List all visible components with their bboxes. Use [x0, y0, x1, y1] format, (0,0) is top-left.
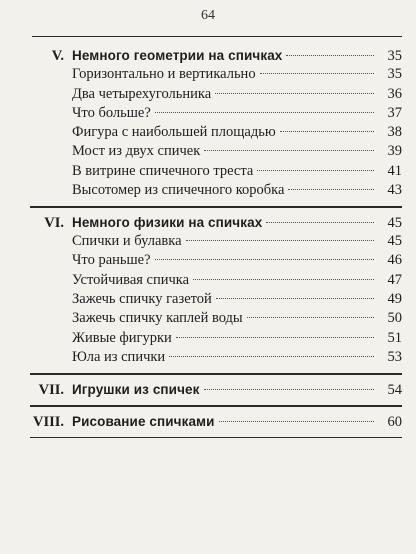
section-title: Немного геометрии на спичках [72, 48, 283, 63]
dot-leader [286, 55, 374, 56]
page-ref: 36 [387, 85, 402, 102]
section-divider [30, 373, 402, 375]
toc-entry [30, 271, 402, 290]
entry-title: В витрине спичечного треста [72, 162, 254, 179]
dot-leader [266, 222, 374, 223]
toc-entry [30, 162, 402, 181]
page-ref: 49 [387, 291, 402, 308]
toc-entry [30, 142, 402, 161]
section-heading [30, 412, 402, 431]
section-title: Игрушки из спичек [72, 381, 200, 397]
section-heading [30, 380, 402, 399]
entry-title: Живые фигурки [72, 329, 172, 346]
dot-leader [280, 131, 374, 132]
toc-entry [30, 232, 402, 251]
page-ref: 39 [387, 143, 402, 160]
page-ref: 41 [387, 162, 402, 179]
section-number: VIII. [32, 413, 64, 430]
dot-leader [257, 170, 374, 171]
toc-entry [30, 290, 402, 309]
dot-leader [193, 279, 374, 280]
entry-title: Спички и булавка [72, 233, 182, 250]
entry-title: Устойчивая спичка [72, 271, 190, 288]
dot-leader [219, 421, 374, 422]
page-ref: 50 [387, 310, 402, 327]
entry-title: Высотомер из спичечного коробка [72, 182, 285, 199]
page-ref: 43 [387, 182, 402, 199]
section-number: VII. [38, 381, 64, 398]
table-of-contents [30, 46, 402, 443]
toc-section-7 [30, 380, 402, 399]
entry-title: Что больше? [72, 104, 151, 121]
page-number: 64 [201, 8, 215, 23]
toc-section-6 [30, 213, 402, 367]
dot-leader [215, 93, 374, 94]
section-title: Рисование спичками [72, 413, 215, 429]
toc-entry [30, 309, 402, 328]
dot-leader [216, 298, 374, 299]
page-ref: 53 [387, 348, 402, 365]
dot-leader [247, 317, 374, 318]
page-ref: 51 [387, 329, 402, 346]
entry-title: Что раньше? [72, 252, 151, 269]
section-divider [30, 206, 402, 208]
toc-section-5 [30, 46, 402, 200]
entry-title: Юла из спички [72, 348, 166, 365]
toc-section-8 [30, 412, 402, 431]
page-ref: 45 [387, 214, 402, 231]
toc-entry [30, 104, 402, 123]
dot-leader [204, 389, 375, 390]
dot-leader [155, 259, 374, 260]
entry-title: Мост из двух спичек [72, 143, 201, 160]
page-ref: 38 [387, 124, 402, 141]
page-ref: 54 [387, 381, 402, 398]
toc-entry [30, 65, 402, 84]
page-ref: 60 [387, 413, 402, 430]
entry-title: Зажечь спичку газетой [72, 291, 212, 308]
dot-leader [288, 189, 374, 190]
toc-entry [30, 181, 402, 200]
page-ref: 35 [387, 48, 402, 64]
toc-entry [30, 251, 402, 270]
toc-entry [30, 348, 402, 367]
top-rule [32, 36, 402, 37]
toc-entry [30, 85, 402, 104]
dot-leader [186, 240, 374, 241]
entry-title: Фигура с наибольшей площадью [72, 124, 276, 141]
section-title: Немного физики на спичках [72, 214, 263, 230]
page-ref: 37 [387, 104, 402, 121]
dot-leader [169, 356, 374, 357]
page-ref: 47 [387, 271, 402, 288]
section-number: V. [51, 48, 64, 64]
dot-leader [204, 150, 374, 151]
toc-entry [30, 329, 402, 348]
dot-leader [260, 73, 374, 74]
page-ref: 35 [387, 66, 402, 83]
dot-leader [155, 112, 374, 113]
entry-title: Два четырехугольника [72, 85, 212, 102]
entry-title: Зажечь спичку каплей воды [72, 310, 243, 327]
page-ref: 45 [387, 233, 402, 250]
section-number: VI. [44, 214, 64, 231]
section-heading [30, 213, 402, 232]
section-heading [30, 46, 402, 65]
dot-leader [176, 337, 374, 338]
section-divider [30, 437, 402, 439]
toc-entry [30, 123, 402, 142]
page-ref: 46 [387, 252, 402, 269]
entry-title: Горизонтально и вертикально [72, 66, 256, 83]
section-divider [30, 405, 402, 407]
